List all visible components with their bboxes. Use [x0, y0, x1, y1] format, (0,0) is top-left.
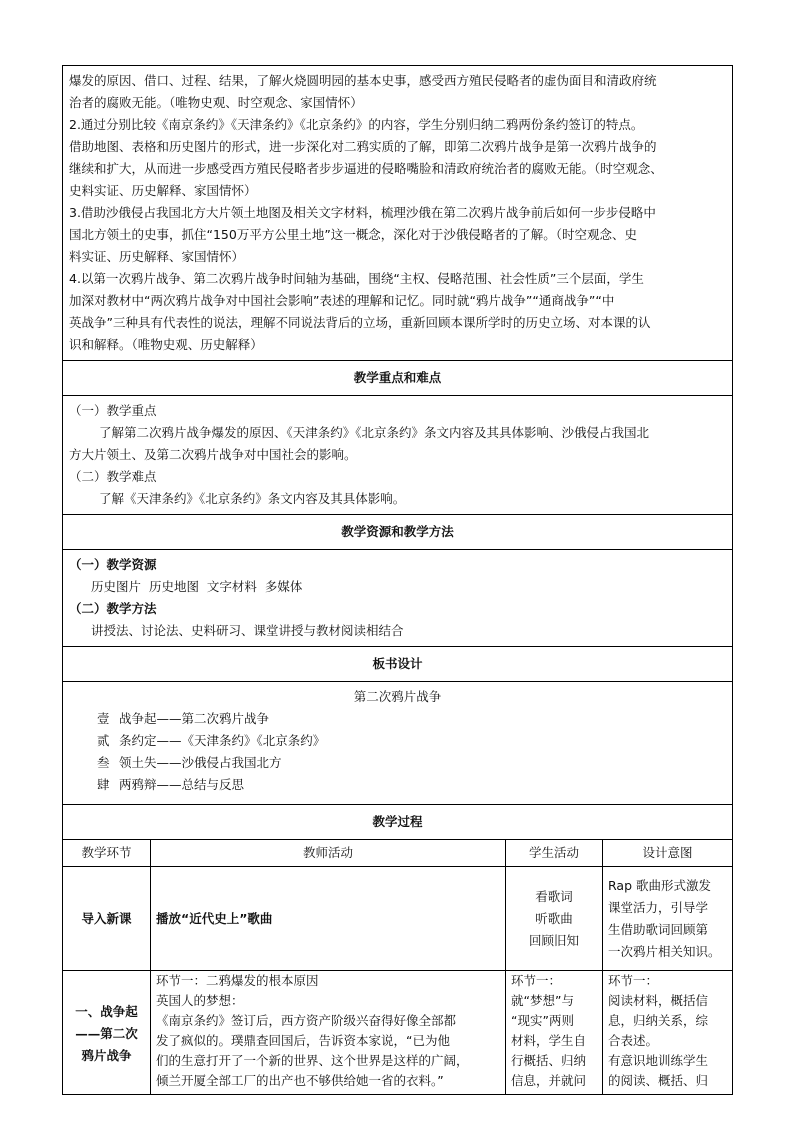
student-war-line: 行概括、归纳	[511, 1053, 587, 1068]
difficulty-title: （二）教学难点	[69, 469, 157, 484]
teacher-war-line: 环节一：二鸦爆发的根本原因	[156, 973, 319, 988]
stage-war-line: 一、战争起	[75, 1004, 138, 1019]
objective-line: 英战争”三种具有代表性的说法，理解不同说法背后的立场，重新回顾本课所学时的历史立场、对本课的认	[69, 315, 651, 330]
objective-line: 识和解释。（唯物史观、历史解释）	[69, 337, 263, 352]
key-points-header: 教学重点和难点	[63, 361, 733, 396]
focus-line-1: 了解第二次鸦片战争爆发的原因、《天津条约》《北京条约》条文内容及其具体影响、沙俄侵占我国北	[99, 425, 650, 440]
resources-cell	[63, 550, 733, 647]
objective-line: 加深对教材中“两次鸦片战争对中国社会影响”表述的理解和记忆。同时就“鸦片战争”“通商战争”“中	[69, 293, 615, 308]
focus-line-2: 方大片领土、及第二次鸦片战争对中国社会的影响。	[69, 447, 357, 462]
student-war	[506, 971, 603, 1095]
student-war-line: 信息，并就问	[511, 1073, 587, 1088]
intent-war-line: 环节一：	[608, 973, 659, 988]
teacher-war	[151, 971, 506, 1095]
student-war-line: 就“梦想”与	[511, 993, 574, 1008]
stage-intro	[63, 867, 151, 971]
objective-line: 料实证、历史解释、家国情怀）	[69, 249, 245, 264]
student-war-line: 材料，学生自	[511, 1033, 587, 1048]
board-line-3	[69, 752, 726, 774]
teacher-war-line: 英国人的梦想：	[156, 993, 244, 1008]
resources-line: 历史图片 历史地图 文字材料 多媒体	[91, 579, 303, 594]
objective-line: 4.以第一次鸦片战争、第二次鸦片战争时间轴为基础，围绕“主权、侵略范围、社会性质”三个层面，学生	[69, 271, 644, 286]
key-points-cell	[63, 396, 733, 515]
intent-intro-line: Rap 歌曲形式激发	[608, 877, 711, 893]
teacher-war-line: 们的生意打开了一个新的世界、这个世界是这样的广阔，	[156, 1053, 469, 1068]
board-line-text: 领土失——沙俄侵占我国北方	[119, 755, 282, 770]
board-line-text: 两鸦辩——总结与反思	[119, 777, 245, 792]
student-intro	[506, 867, 603, 971]
stage-war-line: 鸦片战争	[81, 1048, 132, 1063]
methods-line: 讲授法、讨论法、史料研习、课堂讲授与教材阅读相结合	[91, 623, 404, 638]
board-line-num: 贰	[97, 733, 110, 748]
col-header-intent: 设计意图	[603, 840, 733, 867]
objective-line: 治者的腐败无能。（唯物史观、时空观念、家国情怀）	[69, 95, 363, 110]
objective-line: 爆发的原因、借口、过程、结果，了解火烧圆明园的基本史事，感受西方殖民侵略者的虚伪面目和清政府统	[69, 73, 657, 88]
objective-line: 国北方领土的史事，抓住“150万平方公里土地”这一概念，深化对于沙俄侵略者的了解。（时空观念、史	[69, 227, 638, 242]
methods-title: （二）教学方法	[69, 601, 157, 616]
board-line-1	[69, 708, 726, 730]
lesson-plan-table	[62, 65, 733, 1095]
intent-intro-line: 生借助歌词回顾第	[608, 921, 709, 937]
difficulty-line: 了解《天津条约》《北京条约》条文内容及其具体影响。	[99, 491, 406, 506]
intent-war-line: 有意识地训练学生	[608, 1053, 709, 1068]
student-intro-line: 看歌词	[535, 888, 573, 904]
intent-war-line: 阅读材料，概括信	[608, 993, 709, 1008]
student-war-line: “现实”两则	[511, 1013, 574, 1028]
col-header-student: 学生活动	[506, 840, 603, 867]
objective-line: 继续和扩大，从而进一步感受西方殖民侵略者步步逼进的侵略嘴脸和清政府统治者的腐败无能。（时空观念、	[69, 161, 663, 176]
board-line-text: 战争起——第二次鸦片战争	[119, 711, 270, 726]
intent-war-line: 息，归纳关系，综	[608, 1013, 709, 1028]
objective-line: 借助地图、表格和历史图片的形式，进一步深化对二鸦实质的了解，即第二次鸦片战争是第一次鸦片战争的	[69, 139, 657, 154]
student-intro-line: 回顾旧知	[528, 932, 579, 948]
teacher-intro	[151, 867, 506, 971]
objective-line: 史料实证、历史解释、家国情怀）	[69, 183, 257, 198]
board-line-num: 壹	[97, 711, 110, 726]
board-line-2	[69, 730, 726, 752]
intent-intro	[603, 867, 733, 971]
board-line-text: 条约定——《天津条约》《北京条约》	[119, 733, 326, 748]
board-cell	[63, 682, 733, 805]
stage-intro-label: 导入新课	[81, 910, 132, 926]
intent-war-line: 合表述。	[608, 1033, 659, 1048]
col-header-teacher: 教师活动	[151, 840, 506, 867]
teacher-intro-text: 播放“近代史上”歌曲	[156, 910, 273, 926]
stage-war-line: ——第二次	[75, 1026, 138, 1041]
stage-war	[63, 971, 151, 1095]
objective-line: 3.借助沙俄侵占我国北方大片领土地图及相关文字材料，梳理沙俄在第二次鸦片战争前后如何一步步侵略中	[69, 205, 656, 220]
teacher-war-line: 倾兰开厦全部工厂的出产也不够供给她一省的衣料。”	[156, 1073, 444, 1088]
resources-header: 教学资源和教学方法	[63, 515, 733, 550]
intent-war-line: 的阅读、概括、归	[608, 1073, 709, 1088]
objectives-cell	[63, 66, 733, 361]
process-header: 教学过程	[63, 805, 733, 840]
lesson-plan-page	[62, 65, 732, 1095]
board-line-num: 叁	[97, 755, 110, 770]
teacher-war-line: 发了疯似的。璞鼎查回国后，告诉资本家说，“已为他	[156, 1033, 450, 1048]
intent-intro-line: 课堂活力，引导学	[608, 899, 709, 915]
intent-intro-line: 一次鸦片相关知识。	[608, 943, 721, 959]
col-header-stage: 教学环节	[63, 840, 151, 867]
board-line-num: 肆	[97, 777, 110, 792]
objective-line: 2.通过分别比较《南京条约》《天津条约》《北京条约》的内容，学生分别归纳二鸦两份条约签订的特点。	[69, 117, 644, 132]
student-intro-line: 听歌曲	[535, 910, 573, 926]
resources-title: （一）教学资源	[69, 557, 157, 572]
intent-war	[603, 971, 733, 1095]
board-line-4	[69, 774, 726, 796]
student-war-line: 环节一：	[511, 973, 562, 988]
teacher-war-line: 《南京条约》签订后，西方资产阶级兴奋得好像全部都	[156, 1013, 457, 1028]
focus-title: （一）教学重点	[69, 403, 157, 418]
board-title: 第二次鸦片战争	[353, 689, 442, 704]
board-header: 板书设计	[63, 647, 733, 682]
